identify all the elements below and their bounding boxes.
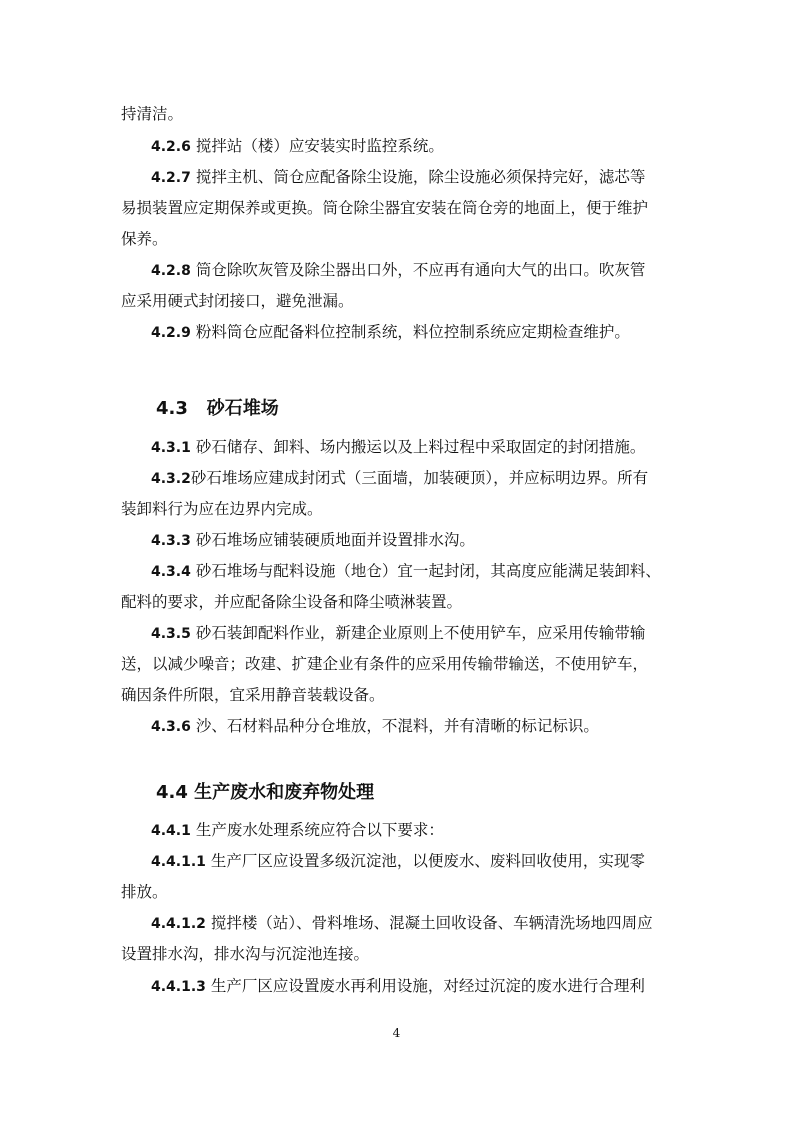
paragraph-line: 设置排水沟，排水沟与沉淀池连接。 [121, 945, 370, 963]
paragraph-line: 保养。 [121, 230, 168, 248]
paragraph-line: 4.4.1.1 生产厂区应设置多级沉淀池，以便废水、废料回收使用，实现零 [151, 852, 645, 870]
paragraph-line: 4.3.3 砂石堆场应铺装硬质地面并设置排水沟。 [151, 531, 475, 549]
paragraph-line: 4.2.7 搅拌主机、筒仓应配备除尘设施，除尘设施必须保持完好，滤芯等 [151, 168, 646, 186]
paragraph-line: 4.4.1.3 生产厂区应设置废水再利用设施，对经过沉淀的废水进行合理利 [151, 977, 645, 995]
paragraph-line: 4.3.2砂石堆场应建成封闭式（三面墙，加装硬顶），并应标明边界。所有 [151, 469, 649, 487]
paragraph-line: 送，以减少噪音；改建、扩建企业有条件的应采用传输带输送，不使用铲车， [121, 655, 649, 673]
paragraph-line: 4.2.6 搅拌站（楼）应安装实时监控系统。 [151, 137, 444, 155]
section-heading: 4.3 砂石堆场 [156, 398, 279, 419]
paragraph-line: 4.3.1 砂石储存、卸料、场内搬运以及上料过程中采取固定的封闭措施。 [151, 438, 646, 456]
paragraph-line: 配料的要求，并应配备除尘设备和降尘喷淋装置。 [121, 593, 463, 611]
paragraph-line: 确因条件所限，宜采用静音装载设备。 [121, 686, 385, 704]
paragraph-line: 4.2.9 粉料筒仓应配备料位控制系统，料位控制系统应定期检查维护。 [151, 323, 630, 341]
paragraph-line: 装卸料行为应在边界内完成。 [121, 500, 323, 518]
paragraph-line: 4.3.4 砂石堆场与配料设施（地仓）宜一起封闭，其高度应能满足装卸料、 [151, 562, 661, 580]
paragraph-line: 4.3.5 砂石装卸配料作业，新建企业原则上不使用铲车，应采用传输带输 [151, 624, 646, 642]
paragraph-line: 易损装置应定期保养或更换。筒仓除尘器宜安装在筒仓旁的地面上，便于维护 [121, 199, 649, 217]
paragraph-line: 持清洁。 [121, 105, 184, 123]
paragraph-line: 排放。 [121, 883, 168, 901]
paragraph-line: 4.3.6 沙、石材料品种分仓堆放，不混料，并有清晰的标记标识。 [151, 717, 599, 735]
page-number: 4 [392, 1026, 401, 1040]
paragraph-line: 4.2.8 筒仓除吹灰管及除尘器出口外，不应再有通向大气的出口。吹灰管 [151, 261, 646, 279]
paragraph-line: 4.4.1.2 搅拌楼（站）、骨料堆场、混凝土回收设备、车辆清洗场地四周应 [151, 914, 653, 932]
paragraph-line: 应采用硬式封闭接口，避免泄漏。 [121, 292, 354, 310]
paragraph-line: 4.4.1 生产废水处理系统应符合以下要求： [151, 821, 444, 839]
section-heading: 4.4 生产废水和废弃物处理 [156, 782, 375, 803]
